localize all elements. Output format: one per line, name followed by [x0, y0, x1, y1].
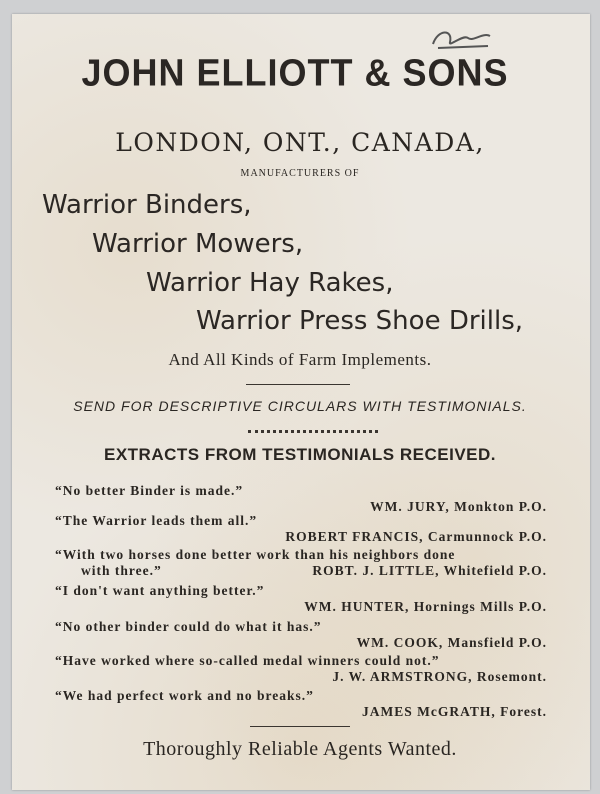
testimonial-author: JAMES McGRATH, Forest. — [362, 704, 547, 719]
divider — [250, 726, 350, 727]
testimonial-quote: “We had perfect work and no breaks.” — [55, 688, 314, 703]
testimonial-author: ROBT. J. LITTLE, Whitefield P.O. — [312, 563, 547, 578]
testimonial-quote-cont: with three.” — [81, 563, 162, 578]
testimonial-author: WM. COOK, Mansfield P.O. — [356, 635, 547, 650]
testimonial — [55, 619, 547, 651]
testimonial-quote: “No other binder could do what it has.” — [55, 619, 322, 634]
extracts-heading: EXTRACTS FROM TESTIMONIALS RECEIVED. — [103, 445, 497, 464]
handwritten-mark — [428, 24, 498, 52]
testimonial — [55, 513, 547, 545]
all-kinds-text: And All Kinds of Farm Implements. — [168, 350, 432, 369]
testimonial — [55, 688, 547, 720]
testimonial-quote: “I don't want anything better.” — [55, 583, 265, 598]
testimonial-quote: “No better Binder is made.” — [55, 483, 244, 498]
agents-wanted: Thoroughly Reliable Agents Wanted. — [143, 738, 457, 760]
product: Warrior Binders, — [42, 190, 252, 220]
testimonial-quote: “Have worked where so-called medal winners could not.” — [55, 653, 440, 668]
testimonial-quote: “With two horses done better work than his neighbors done — [55, 547, 456, 562]
dotted-divider — [248, 430, 378, 433]
testimonial-quote: “The Warrior leads them all.” — [55, 513, 258, 528]
testimonial — [55, 653, 547, 685]
location: LONDON, ONT., CANADA, — [115, 128, 485, 157]
divider — [246, 384, 350, 385]
company-name: JOHN ELLIOTT & SONS — [81, 50, 509, 94]
manufacturers-of: MANUFACTURERS OF — [240, 168, 360, 179]
testimonial-author: J. W. ARMSTRONG, Rosemont. — [332, 669, 547, 684]
product: Warrior Press Shoe Drills, — [196, 306, 524, 336]
send-for-circulars: SEND FOR DESCRIPTIVE CIRCULARS WITH TESTIMONIALS. — [73, 398, 527, 414]
testimonial-author: ROBERT FRANCIS, Carmunnock P.O. — [285, 529, 547, 544]
product: Warrior Hay Rakes, — [146, 268, 394, 298]
product: Warrior Mowers, — [92, 229, 304, 259]
testimonial-author: WM. JURY, Monkton P.O. — [370, 499, 547, 514]
testimonial — [55, 547, 547, 579]
testimonial — [55, 483, 547, 515]
testimonial — [55, 583, 547, 615]
testimonial-author: WM. HUNTER, Hornings Mills P.O. — [304, 599, 547, 614]
